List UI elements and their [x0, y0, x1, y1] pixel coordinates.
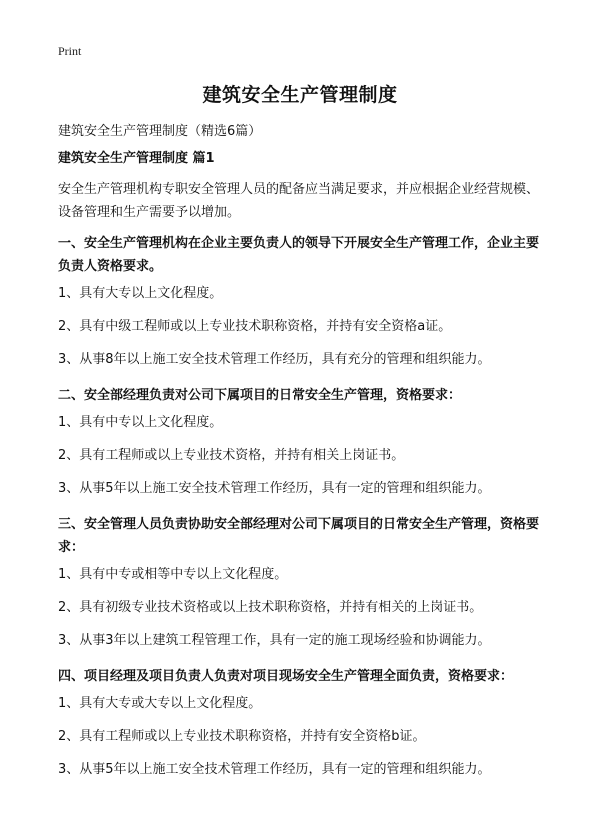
list-item: 2、具有初级专业技术资格或以上技术职称资格，并持有相关的上岗证书。	[58, 600, 483, 615]
requirement-section	[58, 384, 542, 498]
section-heading: 一、安全生产管理机构在企业主要负责人的领导下开展安全生产管理工作，企业主要负责人资格要求。	[58, 236, 540, 274]
section-heading: 四、项目经理及项目负责人负责对项目现场安全生产管理全面负责，资格要求：	[58, 669, 514, 684]
list-item: 2、具有中级工程师或以上专业技术职称资格，并持有安全资格a证。	[58, 319, 452, 334]
list-item: 2、具有工程师或以上专业技术职称资格，并持有安全资格b证。	[58, 729, 426, 744]
list-item: 1、具有中专或相等中专以上文化程度。	[58, 567, 288, 582]
list-item: 3、从事3年以上建筑工程管理工作，具有一定的施工现场经验和协调能力。	[58, 633, 491, 648]
section-heading: 三、安全管理人员负责协助安全部经理对公司下属项目的日常安全生产管理，资格要求：	[58, 517, 540, 555]
list-item: 1、具有大专以上文化程度。	[58, 286, 223, 301]
article-body	[58, 150, 542, 794]
requirement-section	[58, 513, 542, 650]
article-heading: 建筑安全生产管理制度 篇1	[58, 151, 215, 166]
list-item: 1、具有中专以上文化程度。	[58, 415, 223, 430]
requirement-section	[58, 232, 542, 369]
list-item: 2、具有工程师或以上专业技术资格，并持有相关上岗证书。	[58, 448, 405, 463]
intro-paragraph: 安全生产管理机构专职安全管理人员的配备应当满足要求，并应根据企业经营规模、设备管理和生产需要予以增加。	[58, 182, 540, 220]
page-title: 建筑安全生产管理制度	[202, 84, 398, 106]
list-item: 3、从事5年以上施工安全技术管理工作经历，具有一定的管理和组织能力。	[58, 481, 491, 496]
requirement-section	[58, 665, 542, 779]
list-item: 3、从事5年以上施工安全技术管理工作经历，具有一定的管理和组织能力。	[58, 762, 491, 777]
document-subtitle: 建筑安全生产管理制度（精选6篇）	[58, 124, 262, 139]
print-link[interactable]: Print	[58, 44, 82, 58]
list-item: 1、具有大专或大专以上文化程度。	[58, 696, 262, 711]
section-heading: 二、安全部经理负责对公司下属项目的日常安全生产管理，资格要求：	[58, 388, 462, 403]
list-item: 3、从事8年以上施工安全技术管理工作经历，具有充分的管理和组织能力。	[58, 352, 491, 367]
